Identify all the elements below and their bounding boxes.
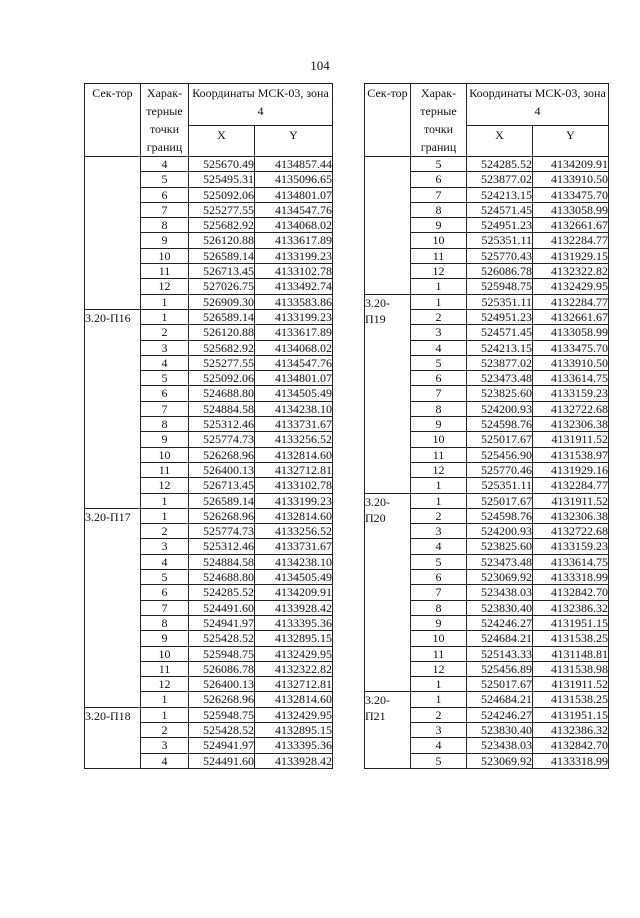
point-number-cell: 4: [141, 355, 189, 370]
point-number-cell: 3: [411, 722, 467, 737]
table-row: [365, 157, 609, 172]
x-coordinate-cell: 525682.92: [189, 218, 255, 233]
point-number-cell: 2: [141, 524, 189, 539]
x-coordinate-cell: 523877.02: [467, 355, 533, 370]
x-coordinate-cell: 525143.33: [467, 646, 533, 661]
x-coordinate-cell: 526400.13: [189, 462, 255, 477]
x-coordinate-cell: 526268.96: [189, 508, 255, 523]
y-coordinate-cell: 4132842.70: [533, 738, 609, 753]
point-number-cell: 5: [141, 371, 189, 386]
y-coordinate-cell: 4133475.70: [533, 187, 609, 202]
x-coordinate-cell: 527026.75: [189, 279, 255, 294]
table-row: [365, 692, 609, 707]
x-coordinate-cell: 525456.90: [467, 447, 533, 462]
x-coordinate-cell: 526400.13: [189, 677, 255, 692]
point-number-cell: 6: [411, 371, 467, 386]
x-coordinate-cell: 525428.52: [189, 631, 255, 646]
point-number-cell: 4: [141, 157, 189, 172]
y-coordinate-cell: 4133395.36: [255, 615, 333, 630]
point-number-cell: 4: [411, 340, 467, 355]
y-coordinate-cell: 4132284.77: [533, 478, 609, 493]
y-header: Y: [533, 126, 609, 157]
coordinates-table-right: [364, 83, 609, 769]
y-coordinate-cell: 4134238.10: [255, 554, 333, 569]
sector-cell: 3.20-П16: [85, 309, 141, 508]
x-coordinate-cell: 525277.55: [189, 202, 255, 217]
y-coordinate-cell: 4131911.52: [533, 432, 609, 447]
x-coordinate-cell: 523877.02: [467, 172, 533, 187]
point-number-cell: 5: [411, 157, 467, 172]
point-number-cell: 2: [141, 325, 189, 340]
y-coordinate-cell: 4133617.89: [255, 233, 333, 248]
point-number-cell: 12: [141, 279, 189, 294]
x-coordinate-cell: 524571.45: [467, 202, 533, 217]
point-number-cell: 3: [141, 738, 189, 753]
x-coordinate-cell: 525948.75: [189, 707, 255, 722]
y-coordinate-cell: 4131929.15: [533, 248, 609, 263]
point-number-cell: 1: [411, 677, 467, 692]
y-coordinate-cell: 4133256.52: [255, 524, 333, 539]
x-coordinate-cell: 525456.89: [467, 661, 533, 676]
point-number-cell: 5: [411, 554, 467, 569]
point-number-cell: 12: [141, 478, 189, 493]
point-number-cell: 9: [411, 417, 467, 432]
y-coordinate-cell: 4133910.50: [533, 172, 609, 187]
y-coordinate-cell: 4132814.60: [255, 447, 333, 462]
point-number-cell: 11: [411, 248, 467, 263]
coordinates-table-left: [84, 83, 333, 769]
y-coordinate-cell: 4131148.81: [533, 646, 609, 661]
x-coordinate-cell: 524951.23: [467, 309, 533, 324]
y-coordinate-cell: 4133583.86: [255, 294, 333, 309]
y-coordinate-cell: 4133731.67: [255, 539, 333, 554]
y-coordinate-cell: 4134209.91: [255, 585, 333, 600]
y-coordinate-cell: 4132895.15: [255, 722, 333, 737]
x-coordinate-cell: 526589.14: [189, 309, 255, 324]
x-coordinate-cell: 524941.97: [189, 615, 255, 630]
y-coordinate-cell: 4132661.67: [533, 218, 609, 233]
x-coordinate-cell: 524941.97: [189, 738, 255, 753]
x-coordinate-cell: 524598.76: [467, 417, 533, 432]
x-coordinate-cell: 525312.46: [189, 417, 255, 432]
point-number-cell: 4: [141, 554, 189, 569]
point-number-cell: 5: [141, 172, 189, 187]
y-coordinate-cell: 4135096.65: [255, 172, 333, 187]
y-coordinate-cell: 4133928.42: [255, 600, 333, 615]
y-coordinate-cell: 4133928.42: [255, 753, 333, 768]
y-coordinate-cell: 4134505.49: [255, 386, 333, 401]
point-number-cell: 6: [141, 386, 189, 401]
x-coordinate-cell: 524213.15: [467, 187, 533, 202]
y-coordinate-cell: 4132284.77: [533, 294, 609, 309]
point-number-cell: 4: [141, 753, 189, 768]
x-coordinate-cell: 524246.27: [467, 707, 533, 722]
point-number-cell: 11: [141, 661, 189, 676]
point-number-cell: 8: [411, 202, 467, 217]
y-coordinate-cell: 4132814.60: [255, 692, 333, 707]
y-coordinate-cell: 4134801.07: [255, 187, 333, 202]
x-coordinate-cell: 524200.93: [467, 524, 533, 539]
x-coordinate-cell: 523438.03: [467, 585, 533, 600]
x-coordinate-cell: 524951.23: [467, 218, 533, 233]
x-coordinate-cell: 525948.75: [467, 279, 533, 294]
y-coordinate-cell: 4133475.70: [533, 340, 609, 355]
y-coordinate-cell: 4131538.97: [533, 447, 609, 462]
sector-cell: 3.20-П17: [85, 508, 141, 707]
point-number-cell: 2: [411, 309, 467, 324]
table-body: [365, 157, 609, 769]
point-number-cell: 10: [141, 447, 189, 462]
point-number-cell: 10: [141, 248, 189, 263]
x-coordinate-cell: 524884.58: [189, 401, 255, 416]
point-number-cell: 10: [141, 646, 189, 661]
sector-cell: 3.20-П19: [365, 294, 411, 493]
y-coordinate-cell: 4133199.23: [255, 493, 333, 508]
x-coordinate-cell: 523438.03: [467, 738, 533, 753]
point-number-cell: 12: [411, 661, 467, 676]
x-coordinate-cell: 524491.60: [189, 753, 255, 768]
point-number-cell: 9: [141, 631, 189, 646]
y-coordinate-cell: 4132306.38: [533, 508, 609, 523]
point-number-cell: 1: [141, 707, 189, 722]
point-number-cell: 1: [141, 493, 189, 508]
point-number-cell: 1: [411, 294, 467, 309]
x-coordinate-cell: 523069.92: [467, 753, 533, 768]
x-coordinate-cell: 524884.58: [189, 554, 255, 569]
y-coordinate-cell: 4131538.98: [533, 661, 609, 676]
x-coordinate-cell: 526086.78: [467, 264, 533, 279]
y-coordinate-cell: 4131911.52: [533, 677, 609, 692]
x-coordinate-cell: 524571.45: [467, 325, 533, 340]
point-number-cell: 7: [141, 202, 189, 217]
y-coordinate-cell: 4133199.23: [255, 248, 333, 263]
y-coordinate-cell: 4133159.23: [533, 386, 609, 401]
x-coordinate-cell: 526909.30: [189, 294, 255, 309]
y-coordinate-cell: 4131538.25: [533, 631, 609, 646]
x-coordinate-cell: 526120.88: [189, 233, 255, 248]
x-coordinate-cell: 524684.21: [467, 631, 533, 646]
point-number-cell: 9: [141, 432, 189, 447]
table-row: [85, 157, 333, 172]
x-coordinate-cell: 523473.48: [467, 371, 533, 386]
x-coordinate-cell: 525351.11: [467, 233, 533, 248]
x-coordinate-cell: 523069.92: [467, 570, 533, 585]
point-number-cell: 9: [411, 615, 467, 630]
y-coordinate-cell: 4134505.49: [255, 570, 333, 585]
y-coordinate-cell: 4132429.95: [533, 279, 609, 294]
y-coordinate-cell: 4133256.52: [255, 432, 333, 447]
x-header: X: [189, 126, 255, 157]
point-number-cell: 1: [411, 692, 467, 707]
point-number-cell: 9: [141, 233, 189, 248]
y-coordinate-cell: 4132322.82: [255, 661, 333, 676]
x-coordinate-cell: 525770.46: [467, 462, 533, 477]
point-number-cell: 10: [411, 631, 467, 646]
y-coordinate-cell: 4133159.23: [533, 539, 609, 554]
x-coordinate-cell: 525774.73: [189, 524, 255, 539]
y-coordinate-cell: 4133731.67: [255, 417, 333, 432]
sector-cell: [365, 157, 411, 295]
y-coordinate-cell: 4134801.07: [255, 371, 333, 386]
y-coordinate-cell: 4132284.77: [533, 233, 609, 248]
point-number-cell: 8: [411, 401, 467, 416]
point-number-cell: 7: [141, 600, 189, 615]
point-number-cell: 5: [141, 570, 189, 585]
point-number-cell: 4: [411, 539, 467, 554]
x-coordinate-cell: 525495.31: [189, 172, 255, 187]
sector-header: Сек-тор: [365, 84, 411, 157]
table-row: [365, 493, 609, 508]
point-number-cell: 2: [141, 722, 189, 737]
x-coordinate-cell: 524285.52: [189, 585, 255, 600]
point-number-cell: 1: [141, 309, 189, 324]
y-coordinate-cell: 4132842.70: [533, 585, 609, 600]
y-coordinate-cell: 4131911.52: [533, 493, 609, 508]
point-number-cell: 2: [411, 508, 467, 523]
x-coordinate-cell: 525351.11: [467, 478, 533, 493]
sector-header: Сек-тор: [85, 84, 141, 157]
point-number-cell: 6: [411, 570, 467, 585]
y-coordinate-cell: 4134068.02: [255, 340, 333, 355]
y-coordinate-cell: 4133058.99: [533, 325, 609, 340]
x-coordinate-cell: 525351.11: [467, 294, 533, 309]
point-number-cell: 11: [411, 646, 467, 661]
table-row: [85, 508, 333, 523]
point-number-cell: 8: [141, 417, 189, 432]
point-number-cell: 11: [141, 264, 189, 279]
y-coordinate-cell: 4133058.99: [533, 202, 609, 217]
y-coordinate-cell: 4134547.76: [255, 355, 333, 370]
x-coordinate-cell: 526713.45: [189, 478, 255, 493]
table-body: [85, 157, 333, 769]
y-coordinate-cell: 4132386.32: [533, 600, 609, 615]
y-coordinate-cell: 4134547.76: [255, 202, 333, 217]
x-coordinate-cell: 526268.96: [189, 447, 255, 462]
y-coordinate-cell: 4134857.44: [255, 157, 333, 172]
point-number-cell: 3: [411, 325, 467, 340]
point-number-cell: 7: [411, 386, 467, 401]
x-coordinate-cell: 524200.93: [467, 401, 533, 416]
sector-cell: 3.20-П21: [365, 692, 411, 768]
y-coordinate-cell: 4131951.15: [533, 615, 609, 630]
point-number-cell: 9: [411, 218, 467, 233]
x-coordinate-cell: 523830.40: [467, 722, 533, 737]
y-coordinate-cell: 4132712.81: [255, 677, 333, 692]
x-coordinate-cell: 525682.92: [189, 340, 255, 355]
x-coordinate-cell: 523830.40: [467, 600, 533, 615]
y-coordinate-cell: 4132322.82: [533, 264, 609, 279]
y-coordinate-cell: 4132306.38: [533, 417, 609, 432]
point-number-cell: 6: [411, 172, 467, 187]
x-coordinate-cell: 526589.14: [189, 248, 255, 263]
y-coordinate-cell: 4133199.23: [255, 309, 333, 324]
y-coordinate-cell: 4132722.68: [533, 401, 609, 416]
point-number-cell: 11: [411, 447, 467, 462]
y-coordinate-cell: 4132895.15: [255, 631, 333, 646]
x-coordinate-cell: 524688.80: [189, 570, 255, 585]
point-number-cell: 6: [141, 187, 189, 202]
point-number-cell: 2: [411, 707, 467, 722]
coords-header: Координаты МСК-03, зона 4: [189, 84, 333, 126]
x-coordinate-cell: 526589.14: [189, 493, 255, 508]
points-header: Харак-терные точки границ: [411, 84, 467, 157]
sector-cell: 3.20-П20: [365, 493, 411, 692]
point-number-cell: 3: [141, 340, 189, 355]
y-coordinate-cell: 4133102.78: [255, 264, 333, 279]
x-coordinate-cell: 524491.60: [189, 600, 255, 615]
x-coordinate-cell: 525017.67: [467, 432, 533, 447]
point-number-cell: 12: [141, 677, 189, 692]
point-number-cell: 8: [411, 600, 467, 615]
x-coordinate-cell: 523825.60: [467, 539, 533, 554]
x-coordinate-cell: 526268.96: [189, 692, 255, 707]
y-coordinate-cell: 4132814.60: [255, 508, 333, 523]
y-coordinate-cell: 4132429.95: [255, 707, 333, 722]
sector-cell: 3.20-П18: [85, 707, 141, 768]
y-coordinate-cell: 4133617.89: [255, 325, 333, 340]
x-coordinate-cell: 524598.76: [467, 508, 533, 523]
y-coordinate-cell: 4131538.25: [533, 692, 609, 707]
x-coordinate-cell: 525017.67: [467, 677, 533, 692]
x-coordinate-cell: 525770.43: [467, 248, 533, 263]
x-coordinate-cell: 526086.78: [189, 661, 255, 676]
x-coordinate-cell: 524246.27: [467, 615, 533, 630]
y-coordinate-cell: 4132429.95: [255, 646, 333, 661]
x-coordinate-cell: 524684.21: [467, 692, 533, 707]
y-coordinate-cell: 4132722.68: [533, 524, 609, 539]
y-coordinate-cell: 4133910.50: [533, 355, 609, 370]
point-number-cell: 1: [141, 294, 189, 309]
x-coordinate-cell: 523473.48: [467, 554, 533, 569]
y-coordinate-cell: 4131951.15: [533, 707, 609, 722]
point-number-cell: 7: [141, 401, 189, 416]
y-coordinate-cell: 4133614.75: [533, 554, 609, 569]
x-coordinate-cell: 526120.88: [189, 325, 255, 340]
point-number-cell: 11: [141, 462, 189, 477]
sector-cell: [85, 157, 141, 310]
y-coordinate-cell: 4132712.81: [255, 462, 333, 477]
point-number-cell: 12: [411, 462, 467, 477]
point-number-cell: 10: [411, 233, 467, 248]
point-number-cell: 1: [411, 279, 467, 294]
point-number-cell: 3: [141, 539, 189, 554]
x-coordinate-cell: 524213.15: [467, 340, 533, 355]
x-coordinate-cell: 525948.75: [189, 646, 255, 661]
point-number-cell: 7: [411, 187, 467, 202]
x-coordinate-cell: 525092.06: [189, 187, 255, 202]
points-header: Харак-терные точки границ: [141, 84, 189, 157]
point-number-cell: 1: [411, 478, 467, 493]
y-coordinate-cell: 4132386.32: [533, 722, 609, 737]
table-row: [365, 294, 609, 309]
point-number-cell: 5: [411, 355, 467, 370]
x-coordinate-cell: 525312.46: [189, 539, 255, 554]
x-coordinate-cell: 525277.55: [189, 355, 255, 370]
x-coordinate-cell: 525428.52: [189, 722, 255, 737]
point-number-cell: 1: [411, 493, 467, 508]
point-number-cell: 6: [141, 585, 189, 600]
x-coordinate-cell: 525774.73: [189, 432, 255, 447]
y-coordinate-cell: 4131929.16: [533, 462, 609, 477]
x-coordinate-cell: 524688.80: [189, 386, 255, 401]
y-coordinate-cell: 4133318.99: [533, 570, 609, 585]
point-number-cell: 1: [141, 508, 189, 523]
y-coordinate-cell: 4134209.91: [533, 157, 609, 172]
point-number-cell: 10: [411, 432, 467, 447]
x-coordinate-cell: 523825.60: [467, 386, 533, 401]
point-number-cell: 8: [141, 218, 189, 233]
coords-header: Координаты МСК-03, зона 4: [467, 84, 609, 126]
point-number-cell: 3: [411, 524, 467, 539]
x-coordinate-cell: 525092.06: [189, 371, 255, 386]
y-coordinate-cell: 4133614.75: [533, 371, 609, 386]
point-number-cell: 4: [411, 738, 467, 753]
y-coordinate-cell: 4133102.78: [255, 478, 333, 493]
point-number-cell: 5: [411, 753, 467, 768]
x-header: X: [467, 126, 533, 157]
y-header: Y: [255, 126, 333, 157]
x-coordinate-cell: 525670.49: [189, 157, 255, 172]
y-coordinate-cell: 4134238.10: [255, 401, 333, 416]
table-row: [85, 707, 333, 722]
page-number: 104: [310, 58, 330, 73]
y-coordinate-cell: 4134068.02: [255, 218, 333, 233]
x-coordinate-cell: 526713.45: [189, 264, 255, 279]
y-coordinate-cell: 4133492.74: [255, 279, 333, 294]
y-coordinate-cell: 4133395.36: [255, 738, 333, 753]
point-number-cell: 12: [411, 264, 467, 279]
x-coordinate-cell: 524285.52: [467, 157, 533, 172]
table-row: [85, 309, 333, 324]
point-number-cell: 1: [141, 692, 189, 707]
y-coordinate-cell: 4132661.67: [533, 309, 609, 324]
point-number-cell: 7: [411, 585, 467, 600]
point-number-cell: 8: [141, 615, 189, 630]
y-coordinate-cell: 4133318.99: [533, 753, 609, 768]
x-coordinate-cell: 525017.67: [467, 493, 533, 508]
